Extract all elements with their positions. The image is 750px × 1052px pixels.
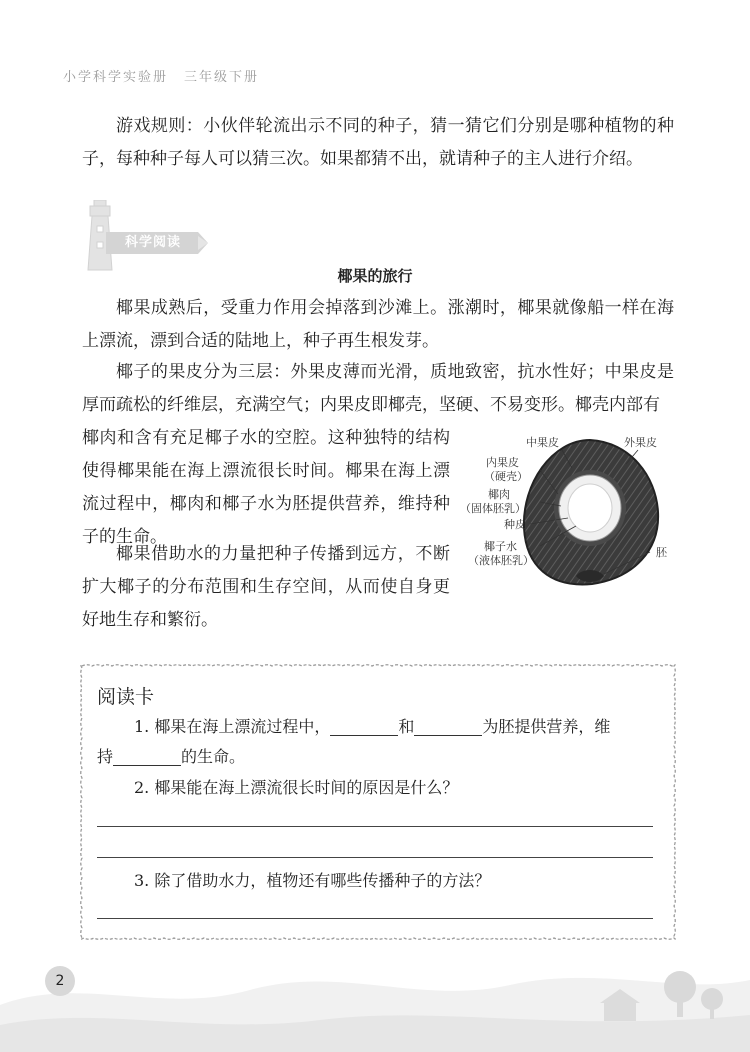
label-coconut-water-note: （液体胚乳） [468, 554, 534, 567]
question-3: 3. 除了借助水力，植物还有哪些传播种子的方法？ [134, 871, 491, 890]
label-endocarp-note: （硬壳） [484, 470, 528, 483]
label-seed-coat: 种皮 [504, 518, 526, 531]
page-number: 2 [55, 973, 65, 989]
footer-scenery [0, 945, 750, 1052]
label-embryo: 胚 [656, 546, 667, 559]
answer-line-q2-2[interactable] [97, 857, 653, 858]
question-1-text-c: 为胚提供营养，维 [482, 717, 611, 736]
label-exocarp: 外果皮 [624, 436, 657, 449]
blank-1[interactable] [330, 715, 398, 736]
question-1-text-e: 的生命。 [181, 747, 246, 766]
question-1-text-b: 和 [398, 717, 415, 736]
article-paragraph-1: 椰果成熟后，受重力作用会掉落到沙滩上。涨潮时，椰果就像船一样在海上漂流，漂到合适的陆地上，种子再生根发芽。 [82, 298, 674, 351]
label-coconut-meat: 椰肉 [488, 488, 510, 501]
article-paragraph-2b: 椰肉和含有充足椰子水的空腔。这种独特的结构使得椰果能在海上漂流很长时间。椰果在海上漂流过程中，椰肉和椰子水为胚提供营养，维持种子的生命。 [82, 428, 450, 547]
question-1-text-a: 1. 椰果在海上漂流过程中， [134, 717, 331, 736]
answer-line-q2-1[interactable] [97, 826, 653, 827]
blank-3[interactable] [113, 745, 181, 766]
label-endocarp: 内果皮 [486, 456, 519, 469]
question-1-text-d: 持 [97, 747, 114, 766]
article-title: 椰果的旅行 [337, 267, 413, 285]
game-rules: 游戏规则：小伙伴轮流出示不同的种子，猜一猜它们分别是哪种植物的种子，每种种子每人可以猜三次。如果都猜不出，就请种子的主人进行介绍。 [82, 116, 674, 169]
grade-label: 三年级下册 [184, 70, 260, 85]
label-coconut-water: 椰子水 [484, 540, 517, 553]
reading-card-title: 阅读卡 [97, 686, 155, 708]
book-title: 小学科学实验册 [63, 70, 169, 85]
label-coconut-meat-note: （固体胚乳） [460, 502, 526, 515]
badge-label: 科学阅读 [124, 235, 181, 250]
answer-line-q3[interactable] [97, 918, 653, 919]
question-1-line-1 [134, 712, 610, 742]
question-2: 2. 椰果能在海上漂流很长时间的原因是什么？ [134, 778, 459, 797]
label-mesocarp: 中果皮 [526, 436, 559, 449]
coconut-diagram [458, 428, 678, 593]
question-1-line-2 [97, 742, 245, 772]
article-paragraph-3: 椰果借助水的力量把种子传播到远方，不断扩大椰子的分布范围和生存空间，从而使自身更好地生存和繁衍。 [82, 544, 450, 630]
running-header [63, 66, 259, 85]
article-paragraph-2a: 椰子的果皮分为三层：外果皮薄而光滑，质地致密，抗水性好；中果皮是厚而疏松的纤维层，充满空气；内果皮即椰壳，坚硬、不易变形。椰壳内部有 [82, 362, 674, 415]
blank-2[interactable] [414, 715, 482, 736]
